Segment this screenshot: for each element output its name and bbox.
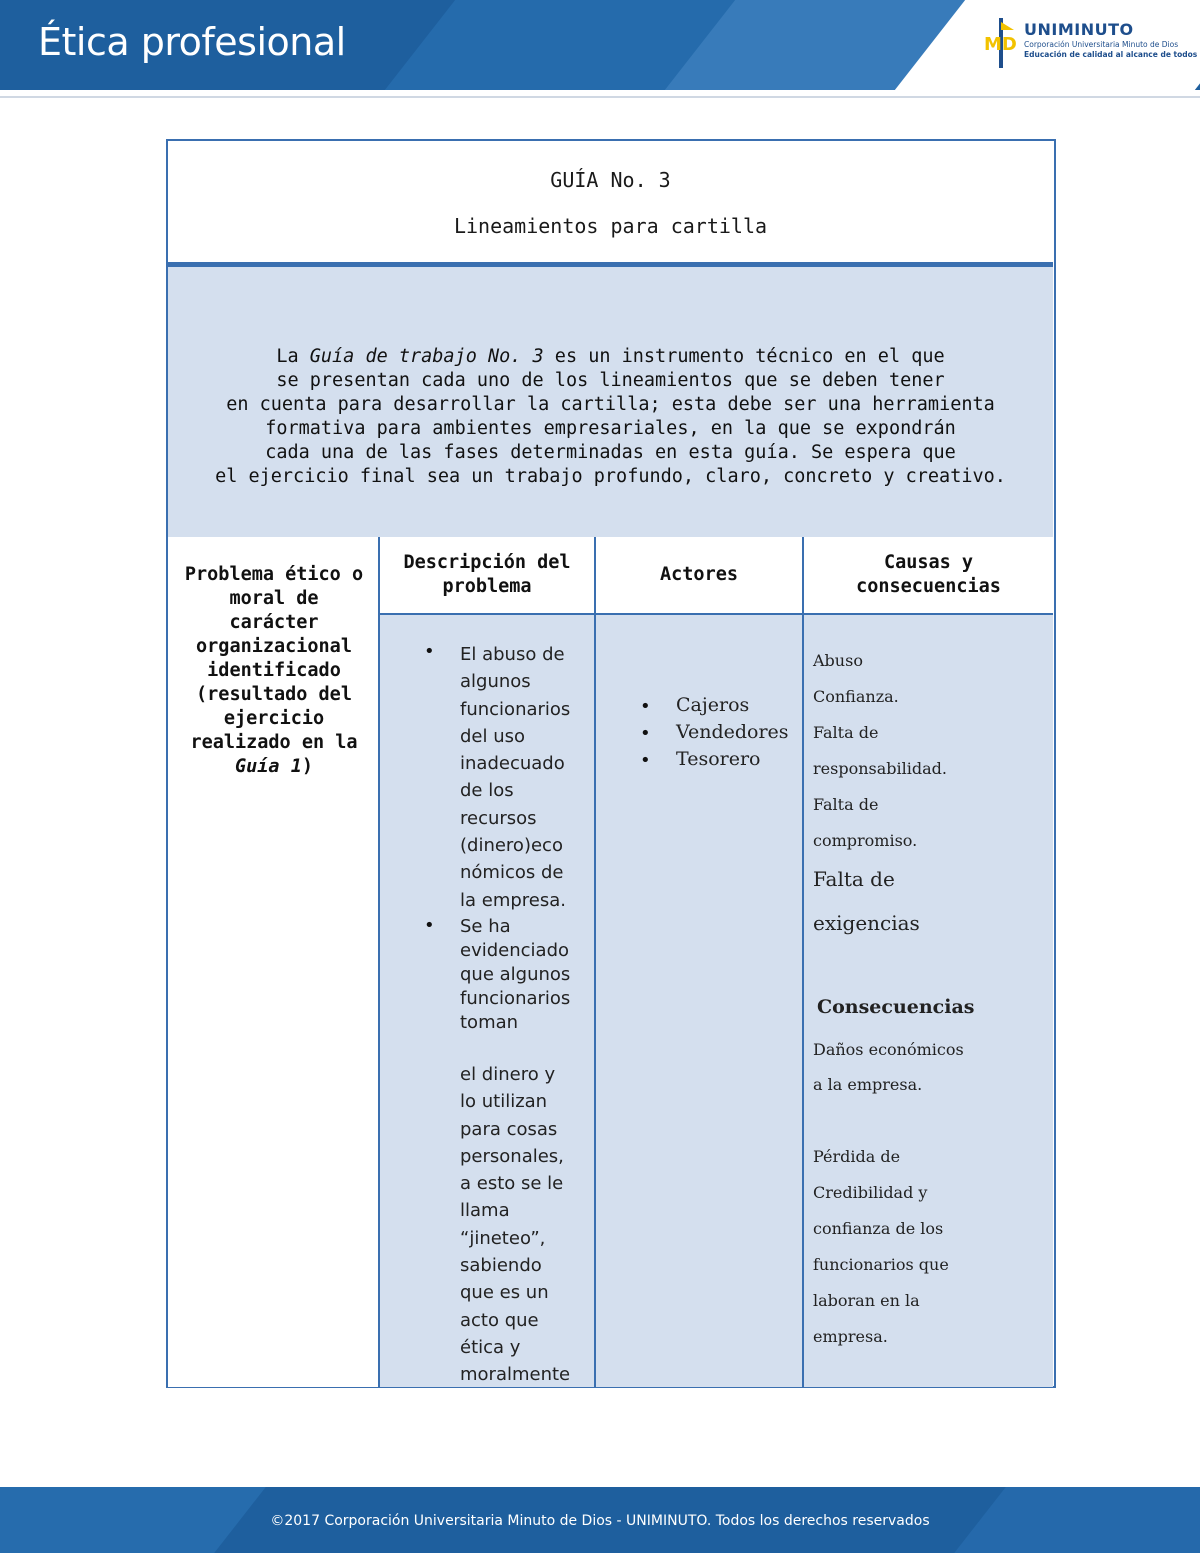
list-bullet: • xyxy=(640,696,651,717)
cause-item: Falta de xyxy=(813,867,895,891)
header-divider xyxy=(0,96,1200,98)
guide-number: GUÍA No. 3 xyxy=(550,168,671,192)
logo-tagline: Corporación Universitaria Minuto de Dios xyxy=(1024,40,1179,49)
list-bullet: • xyxy=(640,723,651,744)
actor-item: Tesorero xyxy=(676,748,761,770)
cause-item: Confianza. xyxy=(813,687,899,706)
cause-item: Falta de xyxy=(813,795,879,814)
uniminuto-logo xyxy=(984,18,1198,72)
consequence-item: laboran en la xyxy=(813,1291,920,1310)
guide-title-row xyxy=(168,141,1053,265)
consequence-item: Daños económicos xyxy=(813,1040,964,1059)
logo-slogan: Educación de calidad al alcance de todos xyxy=(1024,50,1198,59)
description-item: El abuso de algunos funcionarios del uso inadecuado de los recursos (dinero)eco nómicos de la empresa. xyxy=(460,644,571,911)
consequence-item: confianza de los xyxy=(813,1219,944,1238)
intro-text: La Guía de trabajo No. 3 es un instrumento técnico en el que se presentan cada uno de los lineamientos que se deben tener en cuenta para desarrollar la cartilla; esta debe ser una herramienta formativa para ambientes empresariales, en la que se expondrán cada una de las fases determinadas en esta guía. Se espera que el ejercicio final sea un trabajo profundo, claro, concreto y creativo. xyxy=(215,346,1006,487)
consequences-heading: Consecuencias xyxy=(817,996,975,1018)
page-footer xyxy=(0,1487,1200,1553)
cause-item: compromiso. xyxy=(813,831,918,850)
actor-item: Vendedores xyxy=(676,721,789,743)
consequence-item: funcionarios que xyxy=(813,1255,949,1274)
list-bullet: • xyxy=(640,750,651,771)
actors-header: Actores xyxy=(596,537,802,615)
list-bullet: • xyxy=(424,641,435,662)
description-header: Descripción del problema xyxy=(380,537,594,615)
cause-item: exigencias xyxy=(813,911,920,935)
problem-column xyxy=(168,537,378,1387)
guide-subtitle: Lineamientos para cartilla xyxy=(453,214,768,238)
svg-text:MD: MD xyxy=(984,34,1017,55)
consequence-item: Credibilidad y xyxy=(813,1183,928,1202)
page-title: Ética profesional xyxy=(38,20,346,64)
causes-header: Causas y consecuencias xyxy=(804,537,1053,615)
cause-item: Abuso xyxy=(813,651,863,670)
actor-item: Cajeros xyxy=(676,694,750,716)
description-item-continued: el dinero y lo utilizan para cosas personales, a esto se le llama “jineteo”, sabiendo que es un acto que ética y moralmente xyxy=(460,1064,571,1386)
description-item: Se ha evidenciado que algunos funcionarios toman xyxy=(460,916,571,1033)
cause-item: Falta de xyxy=(813,723,879,742)
consequence-item: Pérdida de xyxy=(813,1147,901,1166)
copyright-text: ©2017 Corporación Universitaria Minuto de Dios - UNIMINUTO. Todos los derechos reservados xyxy=(270,1513,930,1529)
guide-reference: Guía de trabajo No. 3 xyxy=(309,346,544,367)
consequence-item: empresa. xyxy=(813,1327,888,1346)
logo-name: UNIMINUTO xyxy=(1024,20,1134,39)
consequence-item: a la empresa. xyxy=(813,1075,923,1094)
problem-header: Problema ético o moral de carácter organizacional identificado (resultado del ejercicio realizado en la Guía 1) xyxy=(184,564,364,777)
page-header xyxy=(0,0,1200,90)
logo-mark-icon xyxy=(984,18,1020,68)
list-bullet: • xyxy=(424,915,435,936)
cause-item: responsabilidad. xyxy=(813,759,947,778)
intro-row xyxy=(168,265,1053,539)
